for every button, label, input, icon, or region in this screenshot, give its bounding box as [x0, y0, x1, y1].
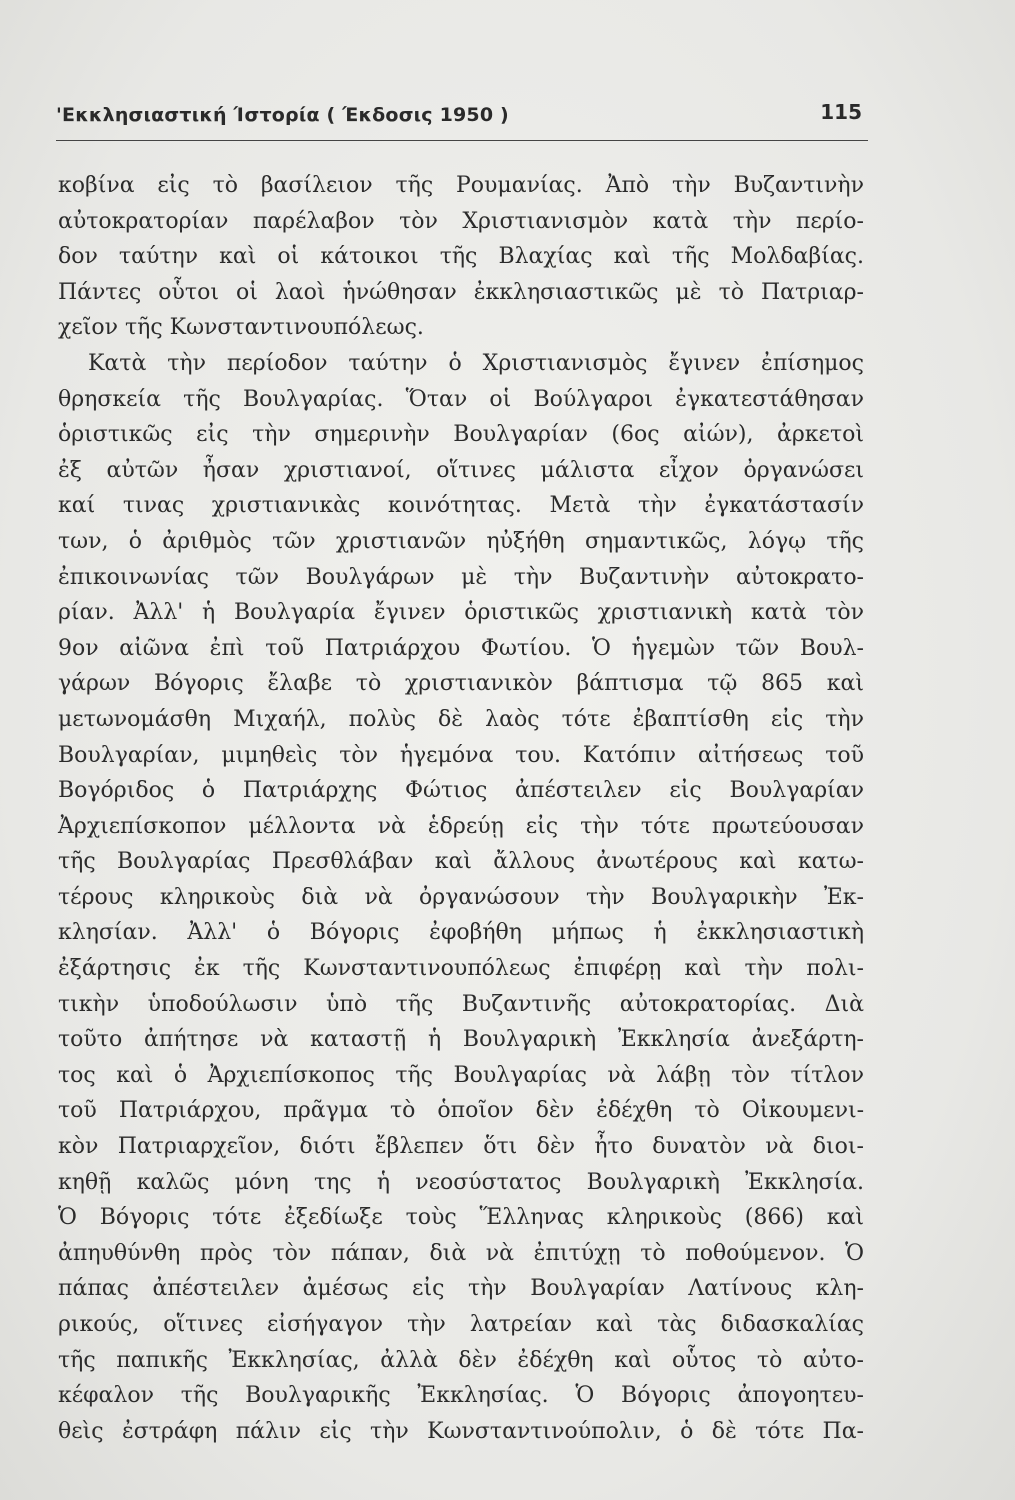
text-line: θεὶς ἐστράφη πάλιν εἰς τὴν Κωνσταντινούπολιν, ὁ δὲ τότε Πα- [58, 1418, 864, 1444]
text-line: ἐπικοινωνίας τῶν Βουλγάρων μὲ τὴν Βυζαντινὴν αὐτοκρατο- [58, 564, 864, 590]
text-line: 9ον αἰῶνα ἐπὶ τοῦ Πατριάρχου Φωτίου. Ὁ ἡγεμὼν τῶν Βουλ- [58, 635, 864, 661]
text-line: ρικούς, οἵτινες εἰσήγαγον τὴν λατρείαν καὶ τὰς διδασκαλίας [58, 1312, 864, 1337]
text-line: γάρων Βόγορις ἔλαβε τὸ χριστιανικὸν βάπτισμα τῷ 865 καὶ [58, 671, 864, 697]
text-line: δον ταύτην καὶ οἱ κάτοικοι τῆς Βλαχίας καὶ τῆς Μολδαβίας. [58, 244, 864, 270]
text-line: κοβίνα εἰς τὸ βασίλειον τῆς Ρουμανίας. Ἀπὸ τὴν Βυζαντινὴν [58, 173, 864, 198]
text-line: Βογόριδος ὁ Πατριάρχης Φώτιος ἀπέστειλεν εἰς Βουλγαρίαν [58, 778, 864, 804]
page-number: 115 [820, 100, 862, 124]
text-line: Κατὰ τὴν περίοδον ταύτην ὁ Χριστιανισμὸς ἔγινεν ἐπίσημος [88, 350, 864, 376]
text-line: ἐξ αὐτῶν ἦσαν χριστιανοί, οἵτινες μάλιστα εἶχον ὀργανώσει [58, 457, 864, 483]
text-line: ρίαν. Ἀλλ' ἡ Βουλγαρία ἔγινεν ὁριστικῶς χριστιανικὴ κατὰ τὸν [58, 600, 864, 626]
text-line: αὐτοκρατορίαν παρέλαβον τὸν Χριστιανισμὸν κατὰ τὴν περίο- [58, 208, 864, 234]
text-line: κηθῇ καλῶς μόνη της ἡ νεοσύστατος Βουλγαρικὴ Ἐκκλησία. [58, 1169, 864, 1195]
text-line: τος καὶ ὁ Ἀρχιεπίσκοπος τῆς Βουλγαρίας νὰ λάβῃ τὸν τίτλον [58, 1062, 864, 1088]
text-line: των, ὁ ἀριθμὸς τῶν χριστιανῶν ηὐξήθη σημαντικῶς, λόγῳ τῆς [58, 528, 864, 554]
text-line: καί τινας χριστιανικὰς κοινότητας. Μετὰ τὴν ἐγκατάστασίν [58, 493, 864, 519]
text-line: τοῦ Πατριάρχου, πρᾶγμα τὸ ὁποῖον δὲν ἐδέχθη τὸ Οἰκουμενι- [58, 1098, 864, 1124]
text-line: τέρους κληρικοὺς διὰ νὰ ὀργανώσουν τὴν Βουλγαρικὴν Ἐκ- [58, 884, 864, 910]
text-line: κὸν Πατριαρχεῖον, διότι ἔβλεπεν ὅτι δὲν ἦτο δυνατὸν νὰ διοι- [58, 1134, 864, 1160]
running-header [56, 98, 868, 141]
text-line: πάπας ἀπέστειλεν ἀμέσως εἰς τὴν Βουλγαρίαν Λατίνους κλη- [58, 1276, 864, 1302]
text-line: τοῦτο ἀπήτησε νὰ καταστῇ ἡ Βουλγαρικὴ Ἐκκλησία ἀνεξάρτη- [58, 1027, 864, 1053]
text-line: ἀπηυθύνθη πρὸς τὸν πάπαν, διὰ νὰ ἐπιτύχῃ τὸ ποθούμενον. Ὁ [58, 1240, 864, 1266]
running-header-title: 'Εκκλησιαστική Ίστορία ( Έκδοσις 1950 ) [56, 104, 509, 126]
text-line: τῆς Βουλγαρίας Πρεσθλάβαν καὶ ἄλλους ἀνωτέρους καὶ κατω- [58, 849, 864, 875]
text-line: ὁριστικῶς εἰς τὴν σημερινὴν Βουλγαρίαν (6ος αἰών), ἀρκετοὶ [58, 422, 864, 448]
text-line: τῆς παπικῆς Ἐκκλησίας, ἀλλὰ δὲν ἐδέχθη καὶ οὗτος τὸ αὐτο- [58, 1347, 864, 1373]
body-text [58, 168, 864, 1449]
text-line: μετωνομάσθη Μιχαήλ, πολὺς δὲ λαὸς τότε ἐβαπτίσθη εἰς τὴν [58, 706, 864, 732]
text-line: χεῖον τῆς Κωνσταντινουπόλεως. [58, 315, 424, 341]
text-line: κέφαλον τῆς Βουλγαρικῆς Ἐκκλησίας. Ὁ Βόγορις ἀπογοητευ- [58, 1383, 864, 1409]
text-line: τικὴν ὑποδούλωσιν ὑπὸ τῆς Βυζαντινῆς αὐτοκρατορίας. Διὰ [58, 991, 864, 1017]
text-line: ἐξάρτησις ἐκ τῆς Κωνσταντινουπόλεως ἐπιφέρῃ καὶ τὴν πολι- [58, 956, 864, 982]
text-line: Ὁ Βόγορις τότε ἐξεδίωξε τοὺς Ἕλληνας κληρικοὺς (866) καὶ [58, 1205, 864, 1231]
text-line: θρησκεία τῆς Βουλγαρίας. Ὅταν οἱ Βούλγαροι ἐγκατεστάθησαν [58, 386, 864, 412]
text-line: Βουλγαρίαν, μιμηθεὶς τὸν ἡγεμόνα του. Κατόπιν αἰτήσεως τοῦ [58, 742, 864, 768]
text-line: κλησίαν. Ἀλλ' ὁ Βόγορις ἐφοβήθη μήπως ἡ ἐκκλησιαστικὴ [58, 920, 864, 946]
text-line: Ἀρχιεπίσκοπον μέλλοντα νὰ ἑδρεύῃ εἰς τὴν τότε πρωτεύουσαν [58, 813, 864, 839]
text-line: Πάντες οὗτοι οἱ λαοὶ ἡνώθησαν ἐκκλησιαστικῶς μὲ τὸ Πατριαρ- [58, 279, 864, 305]
